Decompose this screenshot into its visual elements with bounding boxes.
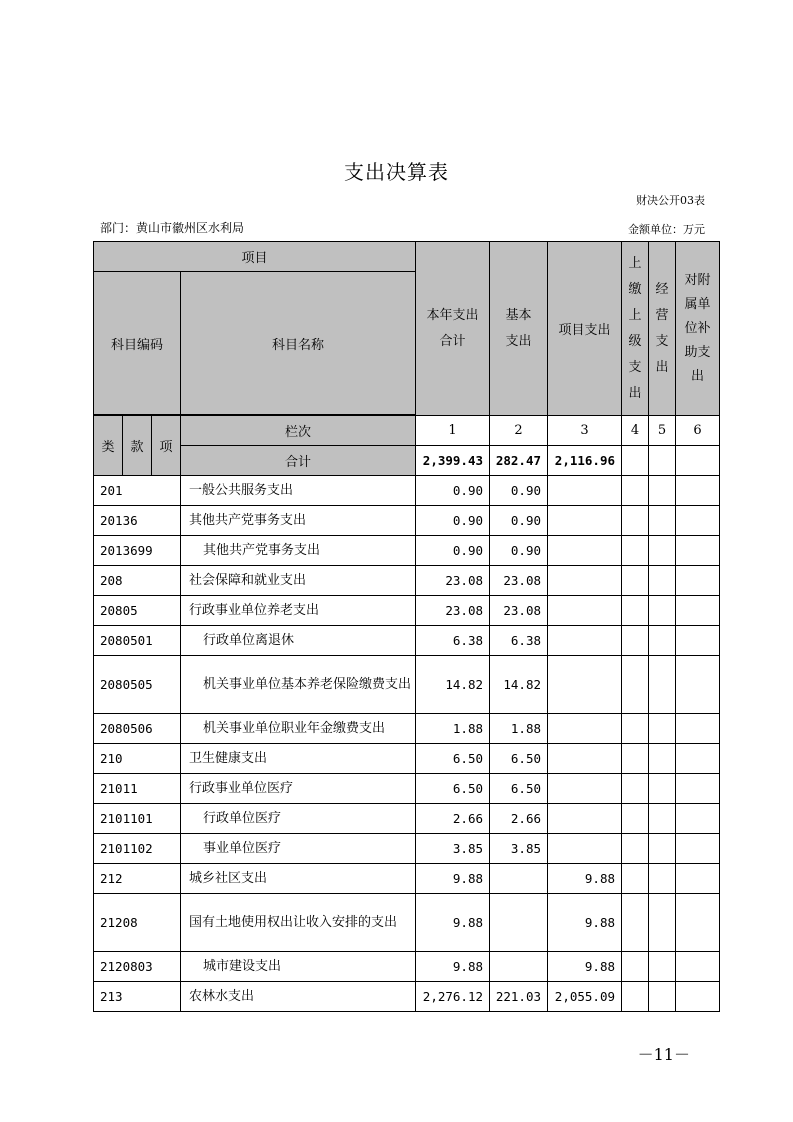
row-name: 事业单位医疗 — [181, 834, 416, 864]
row-c1: 9.88 — [416, 864, 490, 894]
row-c5 — [649, 506, 676, 536]
table-row — [94, 952, 720, 982]
row-code: 21208 — [94, 894, 181, 952]
row-c5 — [649, 566, 676, 596]
row-code: 20136 — [94, 506, 181, 536]
row-c5 — [649, 864, 676, 894]
row-c3: 2,055.09 — [548, 982, 622, 1012]
row-c4 — [622, 536, 649, 566]
row-c4 — [622, 714, 649, 744]
row-name: 一般公共服务支出 — [181, 476, 416, 506]
department-label: 部门：黄山市徽州区水利局 — [100, 221, 245, 235]
header-col6: 对附属单位补助支出 — [676, 242, 720, 416]
table-row — [94, 476, 720, 506]
table-header — [94, 242, 720, 476]
row-c3 — [548, 626, 622, 656]
unit-label: 金额单位：万元 — [628, 223, 705, 236]
row-c6 — [676, 626, 720, 656]
row-c3 — [548, 596, 622, 626]
index-1: 1 — [416, 416, 490, 446]
row-c5 — [649, 536, 676, 566]
row-c6 — [676, 476, 720, 506]
row-c1: 6.38 — [416, 626, 490, 656]
row-c6 — [676, 864, 720, 894]
row-c6 — [676, 566, 720, 596]
header-lei: 类 — [94, 416, 123, 476]
row-c4 — [622, 804, 649, 834]
row-c6 — [676, 744, 720, 774]
row-c1: 23.08 — [416, 596, 490, 626]
table-row — [94, 536, 720, 566]
page-title: 支出决算表 — [344, 160, 449, 184]
row-code: 210 — [94, 744, 181, 774]
row-code: 2080501 — [94, 626, 181, 656]
row-c2: 0.90 — [490, 536, 548, 566]
row-name: 其他共产党事务支出 — [181, 506, 416, 536]
row-c4 — [622, 894, 649, 952]
total-c5 — [649, 446, 676, 476]
row-c1: 3.85 — [416, 834, 490, 864]
total-c6 — [676, 446, 720, 476]
row-name: 行政单位医疗 — [181, 804, 416, 834]
row-c2 — [490, 952, 548, 982]
row-c4 — [622, 506, 649, 536]
row-code: 213 — [94, 982, 181, 1012]
row-c3: 9.88 — [548, 894, 622, 952]
index-3: 3 — [548, 416, 622, 446]
row-c4 — [622, 952, 649, 982]
row-code: 2080505 — [94, 656, 181, 714]
row-c2: 0.90 — [490, 506, 548, 536]
header-subject-code: 科目编码 — [94, 272, 181, 415]
header-col5: 经营支出 — [649, 242, 676, 416]
total-c3: 2,116.96 — [548, 446, 622, 476]
row-c5 — [649, 774, 676, 804]
total-c4 — [622, 446, 649, 476]
row-c1: 9.88 — [416, 952, 490, 982]
row-c2: 23.08 — [490, 596, 548, 626]
row-c2: 6.38 — [490, 626, 548, 656]
table-row — [94, 864, 720, 894]
table-body — [94, 476, 720, 1012]
row-c6 — [676, 834, 720, 864]
row-c6 — [676, 506, 720, 536]
table-row — [94, 566, 720, 596]
row-c5 — [649, 804, 676, 834]
row-c1: 14.82 — [416, 656, 490, 714]
table-row — [94, 626, 720, 656]
row-c4 — [622, 596, 649, 626]
row-c6 — [676, 536, 720, 566]
row-c3 — [548, 714, 622, 744]
row-code: 201 — [94, 476, 181, 506]
header-column-index: 栏次 — [181, 416, 416, 446]
header-total: 合计 — [181, 446, 416, 476]
row-name: 城市建设支出 — [181, 952, 416, 982]
row-c1: 2.66 — [416, 804, 490, 834]
row-c3 — [548, 774, 622, 804]
row-c5 — [649, 714, 676, 744]
expenditure-table — [93, 241, 720, 1012]
row-name: 卫生健康支出 — [181, 744, 416, 774]
row-c6 — [676, 894, 720, 952]
header-xiang: 项 — [152, 416, 181, 476]
row-c6 — [676, 982, 720, 1012]
total-c1: 2,399.43 — [416, 446, 490, 476]
row-c2 — [490, 864, 548, 894]
row-name: 行政事业单位医疗 — [181, 774, 416, 804]
header-col2: 基本支出 — [490, 242, 548, 416]
row-c2 — [490, 894, 548, 952]
row-c1: 6.50 — [416, 774, 490, 804]
row-c6 — [676, 656, 720, 714]
row-c4 — [622, 982, 649, 1012]
row-c2: 23.08 — [490, 566, 548, 596]
row-c6 — [676, 596, 720, 626]
row-name: 机关事业单位基本养老保险缴费支出 — [181, 656, 416, 714]
row-c1: 0.90 — [416, 506, 490, 536]
row-c3 — [548, 476, 622, 506]
table-row — [94, 804, 720, 834]
table-row — [94, 894, 720, 952]
table-row — [94, 656, 720, 714]
row-c6 — [676, 804, 720, 834]
header-col3: 项目支出 — [548, 242, 622, 416]
row-c1: 6.50 — [416, 744, 490, 774]
row-c2: 6.50 — [490, 774, 548, 804]
header-project: 项目 — [94, 242, 416, 272]
row-c3: 9.88 — [548, 864, 622, 894]
table-row — [94, 744, 720, 774]
row-name: 农林水支出 — [181, 982, 416, 1012]
table-row — [94, 834, 720, 864]
row-c3 — [548, 744, 622, 774]
index-6: 6 — [676, 416, 720, 446]
row-c3 — [548, 656, 622, 714]
row-c3 — [548, 804, 622, 834]
row-c5 — [649, 744, 676, 774]
row-c5 — [649, 476, 676, 506]
row-c4 — [622, 656, 649, 714]
index-4: 4 — [622, 416, 649, 446]
row-c4 — [622, 566, 649, 596]
row-c5 — [649, 626, 676, 656]
table-row — [94, 774, 720, 804]
row-c2: 221.03 — [490, 982, 548, 1012]
header-col4: 上缴上级支出 — [622, 242, 649, 416]
table-row — [94, 596, 720, 626]
header-col1: 本年支出合计 — [416, 242, 490, 416]
row-code: 20805 — [94, 596, 181, 626]
row-c6 — [676, 774, 720, 804]
row-name: 行政事业单位养老支出 — [181, 596, 416, 626]
row-name: 社会保障和就业支出 — [181, 566, 416, 596]
row-c3: 9.88 — [548, 952, 622, 982]
row-code: 208 — [94, 566, 181, 596]
row-c5 — [649, 894, 676, 952]
row-c6 — [676, 714, 720, 744]
row-name: 国有土地使用权出让收入安排的支出 — [181, 894, 416, 952]
row-c5 — [649, 834, 676, 864]
row-c3 — [548, 834, 622, 864]
row-c3 — [548, 506, 622, 536]
row-c2: 2.66 — [490, 804, 548, 834]
form-number: 财决公开03表 — [636, 194, 705, 207]
table-row — [94, 982, 720, 1012]
row-name: 其他共产党事务支出 — [181, 536, 416, 566]
row-name: 行政单位离退休 — [181, 626, 416, 656]
row-c4 — [622, 744, 649, 774]
row-c2: 6.50 — [490, 744, 548, 774]
row-c5 — [649, 596, 676, 626]
row-c2: 1.88 — [490, 714, 548, 744]
row-c1: 1.88 — [416, 714, 490, 744]
row-c3 — [548, 566, 622, 596]
header-kuan: 款 — [123, 416, 152, 476]
row-code: 2101102 — [94, 834, 181, 864]
row-c4 — [622, 626, 649, 656]
row-c3 — [548, 536, 622, 566]
row-code: 212 — [94, 864, 181, 894]
row-code: 2101101 — [94, 804, 181, 834]
row-name: 机关事业单位职业年金缴费支出 — [181, 714, 416, 744]
row-c4 — [622, 864, 649, 894]
table-row — [94, 506, 720, 536]
row-c5 — [649, 982, 676, 1012]
page-number: －11－ — [637, 1045, 690, 1064]
row-name: 城乡社区支出 — [181, 864, 416, 894]
row-c1: 23.08 — [416, 566, 490, 596]
row-c5 — [649, 952, 676, 982]
row-code: 21011 — [94, 774, 181, 804]
row-c4 — [622, 774, 649, 804]
index-5: 5 — [649, 416, 676, 446]
row-c4 — [622, 476, 649, 506]
row-c5 — [649, 656, 676, 714]
row-c1: 2,276.12 — [416, 982, 490, 1012]
row-c1: 9.88 — [416, 894, 490, 952]
row-c2: 0.90 — [490, 476, 548, 506]
row-code: 2120803 — [94, 952, 181, 982]
row-code: 2013699 — [94, 536, 181, 566]
row-c2: 14.82 — [490, 656, 548, 714]
row-c1: 0.90 — [416, 536, 490, 566]
row-c4 — [622, 834, 649, 864]
total-c2: 282.47 — [490, 446, 548, 476]
index-2: 2 — [490, 416, 548, 446]
row-code: 2080506 — [94, 714, 181, 744]
header-subject-name: 科目名称 — [181, 272, 416, 415]
row-c6 — [676, 952, 720, 982]
row-c1: 0.90 — [416, 476, 490, 506]
table-row — [94, 714, 720, 744]
row-c2: 3.85 — [490, 834, 548, 864]
